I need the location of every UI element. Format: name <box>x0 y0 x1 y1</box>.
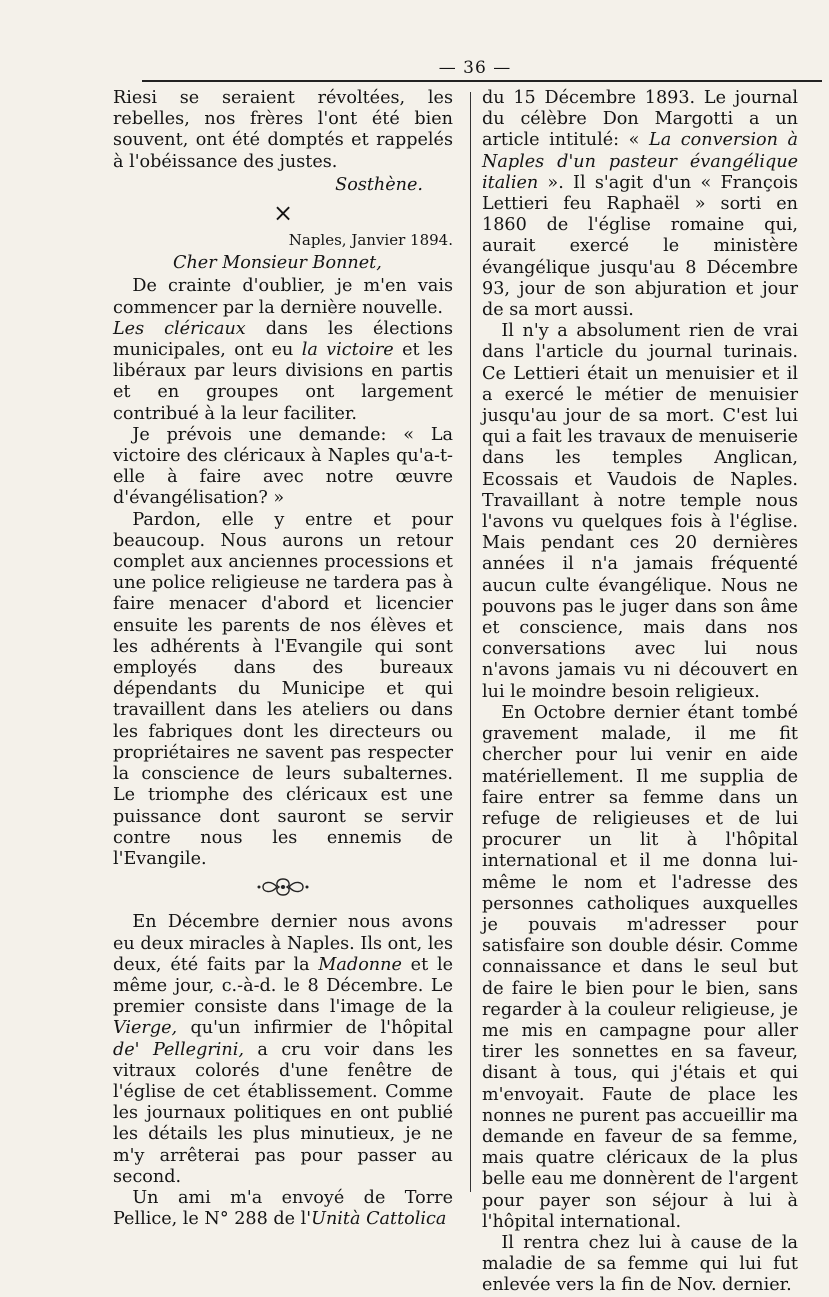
italic-text: de' Pellegrini, <box>113 1039 244 1060</box>
italic-text: La conversion à Naples d'un pasteur évangélique italien <box>482 130 798 193</box>
italic-text: Madonne <box>318 954 402 975</box>
text: du 15 Décembre 1893. Le journal du célèbre Don Margotti a un article intitulé: « <box>482 88 798 151</box>
text: et le même jour, c.-à-d. le 8 Décembre. Le premier consiste dans l'image de la <box>113 954 453 1018</box>
paragraph: Je prévois une demande: « La victoire des cléricaux à Naples qu'a-t-elle à faire avec notre œuvre d'évangélisation? » <box>113 424 453 509</box>
paragraph: Riesi se seraient révoltées, les rebelles, nos frères l'ont été bien souvent, ont été domptés et rappelés à l'obéissance des justes. <box>113 88 453 172</box>
italic-text: la victoire <box>301 340 394 361</box>
dateline: Naples, Janvier 1894. <box>288 231 453 250</box>
text: En Décembre dernier nous avons eu deux miracles à Naples. Ils ont, les deux, été faits par la <box>113 912 453 975</box>
column-divider <box>470 92 471 1192</box>
page-number: — 36 — <box>438 58 512 78</box>
paragraph <box>482 88 798 321</box>
text: qu'un infirmier de l'hôpital <box>177 1018 453 1039</box>
italic-text: Unità Cattolica <box>311 1209 447 1230</box>
left-column <box>113 88 453 1230</box>
signature: Sosthène. <box>335 174 423 195</box>
ornament-icon <box>113 876 453 904</box>
italic-text: Les cléricaux <box>113 318 246 339</box>
paragraph <box>113 1188 453 1230</box>
text: Un ami m'a envoyé de Torre Pellice, le N° 288 de l' <box>113 1187 453 1230</box>
right-column <box>482 88 798 1297</box>
paragraph: De crainte d'oublier, je m'en vais commencer par la dernière nouvelle. <box>113 276 453 318</box>
italic-text: Vierge, <box>113 1018 178 1039</box>
paragraph: En Octobre dernier étant tombé gravement malade, il me fit chercher pour lui venir en aide matériellement. Il me supplia de faire entrer sa femme dans un refuge de religieuses et de lui procurer un lit à l'hôpital international et il me donna lui-même le nom et l'adresse des personnes catholiques auxquelles je pouvais m'adresser pour satisfaire son double désir. Comme connaissance et dans le seul but de faire le bien pour le bien, sans regarder à la couleur religieuse, je me mis en campagne pour aller tirer les sonnettes en sa faveur, disant à tous, qui j'étais et qui m'envoyait. Faute de place les nonnes ne purent pas accueillir ma demande en faveur de sa femme, mais quatre cléricaux de la plus belle eau me donnèrent de l'argent pour payer son séjour à lui à l'hôpital international. <box>482 702 798 1232</box>
paragraph <box>113 912 453 1188</box>
paragraph: Il n'y a absolument rien de vrai dans l'article du journal turinais. Ce Lettieri était un menuisier et il a exercé le métier de menuisier jusqu'au jour de sa mort. C'est lui qui a fait les travaux de menuiserie dans les temples Anglican, Ecossais et Vaudois de Naples. Travaillant à notre temple nous l'avons vu quelques fois à l'église. Mais pendant ces 20 dernières années il n'a jamais fréquenté aucun culte évangélique. Nous ne pouvons pas le juger dans son âme et conscience, mais dans nos conversations avec lui nous n'avons jamais vu ni découvert en lui le moindre besoin religieux. <box>482 321 798 702</box>
text: dans les élections municipales, ont eu <box>113 318 453 361</box>
text: et les libéraux par leurs divisions en partis et en groupes ont largement contribué à la leur faciliter. <box>113 340 453 424</box>
paragraph <box>113 319 453 425</box>
paragraph: Il rentra chez lui à cause de la maladie de sa femme qui lui fut enlevée vers la fin de Nov. dernier. <box>482 1232 798 1296</box>
text: ». Il s'agit d'un « François Lettieri feu Raphaël » sorti en 1860 de l'église romaine qui, aurait exercé le ministère évangélique jusqu'au 8 Décembre 93, jour de son abjuration et jour de sa mort aussi. <box>482 172 798 321</box>
salutation: Cher Monsieur Bonnet, <box>173 253 382 274</box>
text: a cru voir dans les vitraux colorés d'une fenêtre de l'église de cet établissement. Comme les journaux politiques en ont publié les détails les plus minutieux, je ne m'y arrêterai pas pour passer au second. <box>113 1039 453 1187</box>
header-rule <box>142 80 822 82</box>
cross-separator: × <box>272 199 294 228</box>
paragraph: Pardon, elle y entre et pour beaucoup. Nous aurons un retour complet aux anciennes processions et une police religieuse ne tardera pas à faire menacer d'abord et licencier ensuite les parents de nos élèves et les adhérents à l'Evangile qui sont employés dans des bureaux dépendants du Municipe et qui travaillent dans les ateliers ou dans les fabriques dont les directeurs ou propriétaires ne savent pas respecter la conscience de leurs subalternes. Le triomphe des cléricaux est une puissance dont sauront se servir contre nous les ennemis de l'Evangile. <box>113 509 453 869</box>
